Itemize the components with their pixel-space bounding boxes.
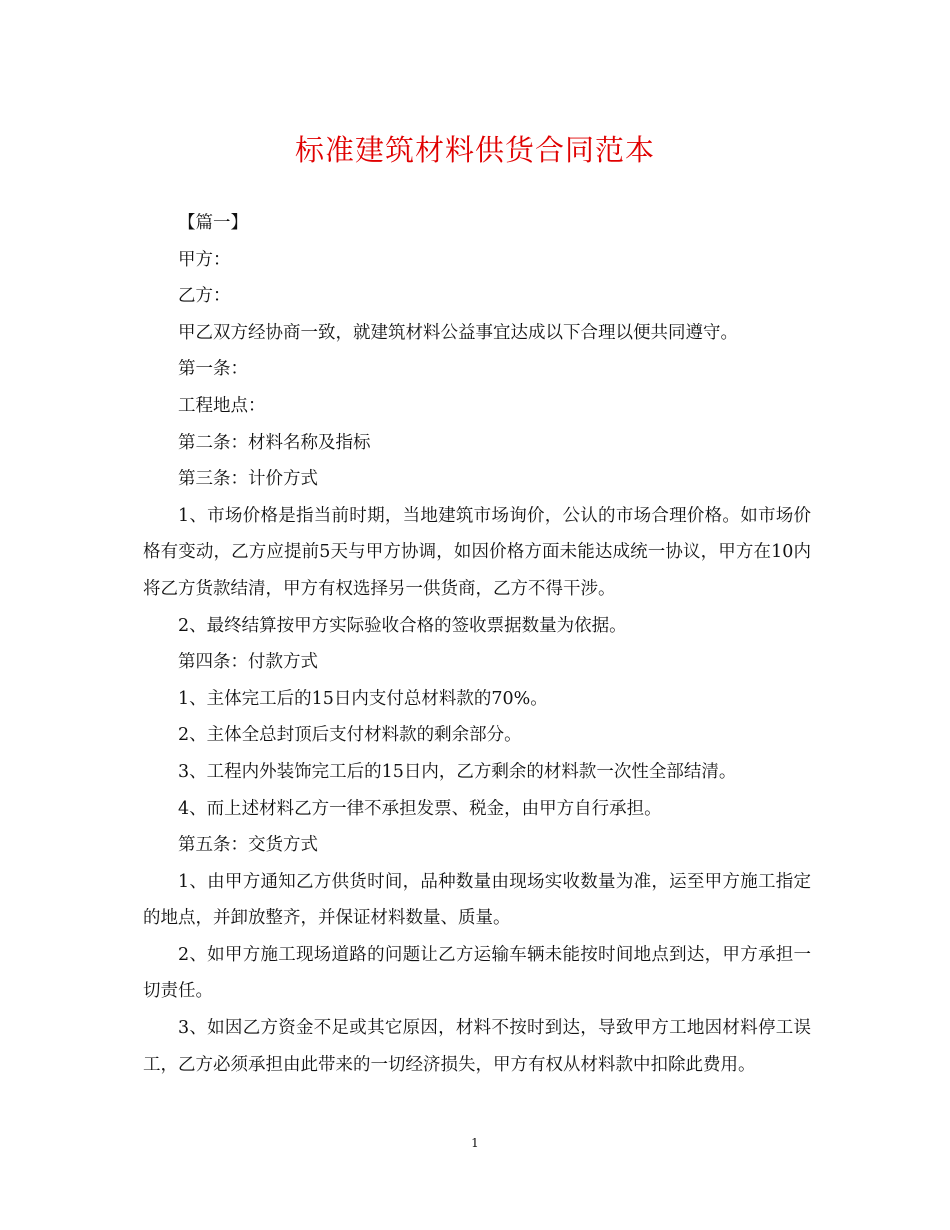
body-paragraph: 第五条：交货方式 — [178, 835, 318, 856]
body-paragraph: 1、市场价格是指当前时期，当地建筑市场询价，公认的市场合理价格。如市场价格有变动，乙方应提前5天与甲方协调，如因价格方面未能达成统一协议，甲方在10内将乙方货款结清，甲方有权选择另一供货商，乙方不得干涉。 — [143, 505, 811, 599]
body-paragraph: 2、主体全总封顶后支付材料款的剩余部分。 — [178, 725, 522, 746]
body-paragraph: 第三条：计价方式 — [178, 469, 318, 490]
document-title: 标准建筑材料供货合同范本 — [294, 133, 655, 167]
body-paragraph: 1、由甲方通知乙方供货时间，品种数量由现场实收数量为准，运至甲方施工指定的地点，并卸放整齐，并保证材料数量、质量。 — [143, 871, 811, 929]
body-paragraph: 甲方： — [178, 249, 231, 270]
body-paragraph: 3、工程内外装饰完工后的15日内，乙方剩余的材料款一次性全部结清。 — [178, 761, 737, 782]
body-paragraph: 3、如因乙方资金不足或其它原因，材料不按时到达，导致甲方工地因材料停工误工，乙方必须承担由此带来的一切经济损失，甲方有权从材料款中扣除此费用。 — [143, 1018, 811, 1075]
body-paragraph: 4、而上述材料乙方一律不承担发票、税金，由甲方自行承担。 — [178, 798, 662, 819]
body-paragraph: 2、最终结算按甲方实际验收合格的签收票据数量为依据。 — [178, 615, 627, 636]
body-paragraph: 1、主体完工后的15日内支付总材料款的70%。 — [178, 688, 548, 709]
body-paragraph: 2、如甲方施工现场道路的问题让乙方运输车辆未能按时间地点到达，甲方承担一切责任。 — [143, 944, 811, 1002]
body-paragraph: 工程地点： — [178, 395, 266, 416]
body-paragraph: 甲乙双方经协商一致，就建筑材料公益事宜达成以下合理以便共同遵守。 — [178, 322, 738, 343]
body-paragraph: 第一条： — [178, 359, 248, 380]
body-paragraph: 第四条：付款方式 — [178, 652, 318, 673]
body-paragraph: 【篇一】 — [178, 213, 248, 233]
body-paragraph: 第二条：材料名称及指标 — [178, 432, 371, 453]
document-body — [143, 205, 811, 1083]
page-number: 1 — [471, 1136, 479, 1150]
body-paragraph: 乙方： — [178, 286, 231, 307]
